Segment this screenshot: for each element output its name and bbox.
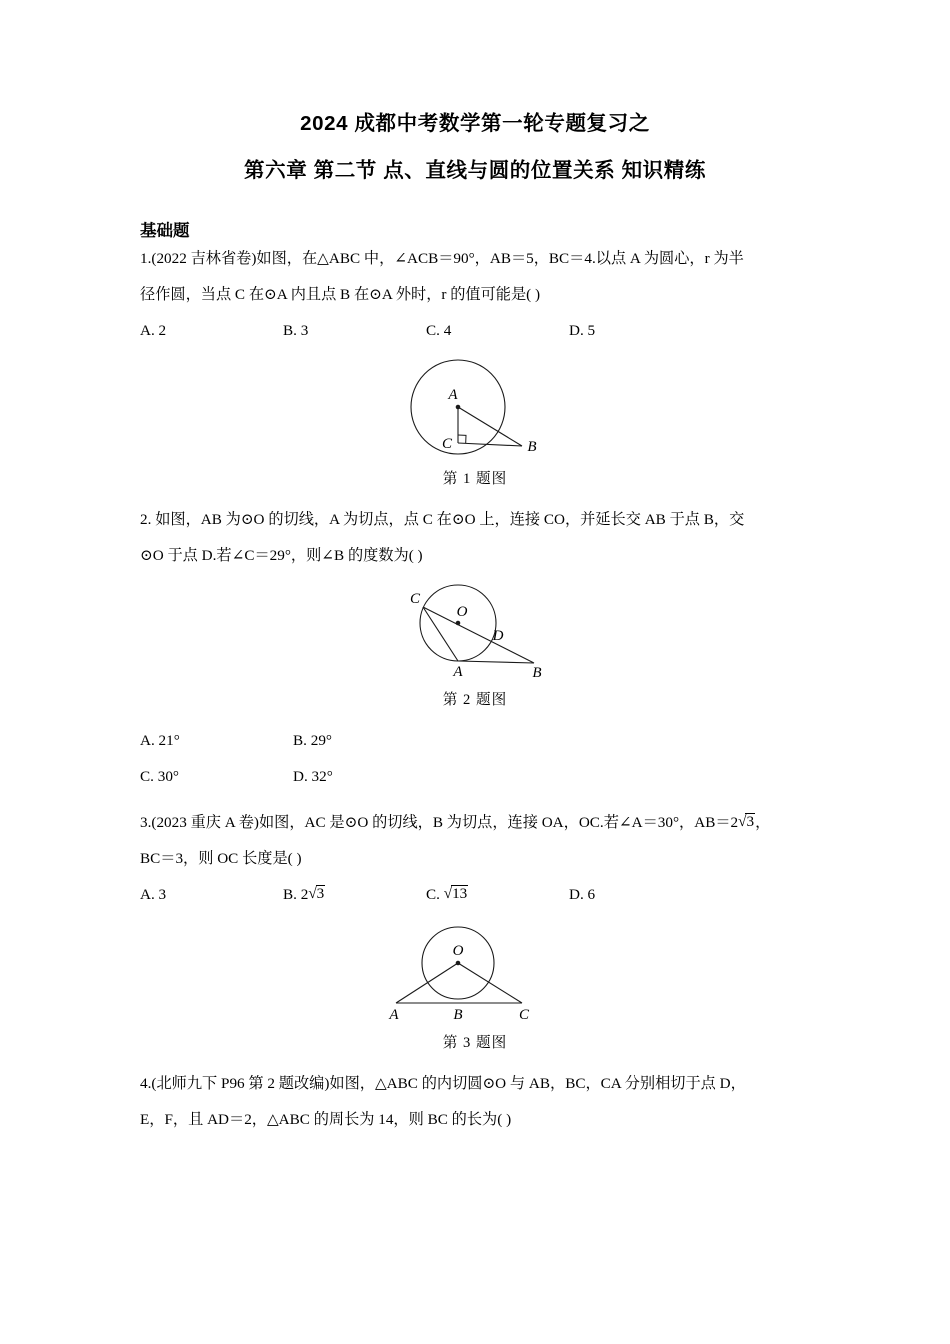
question-2-option-d[interactable]: D. 32° xyxy=(293,768,333,786)
question-4 xyxy=(140,1066,812,1138)
document-title-block xyxy=(0,0,950,183)
figure-3-label-c: C xyxy=(518,1007,530,1024)
segment-ab xyxy=(458,407,522,446)
figure-1-label-b: B xyxy=(527,439,537,456)
question-2-line-2: ⊙O 于点 D.若∠C＝29°，则∠B 的度数为( ) xyxy=(140,547,423,565)
figure-2-label-c: C xyxy=(409,591,421,608)
question-1-option-c[interactable]: C. 4 xyxy=(426,322,452,340)
figure-2 xyxy=(0,578,950,709)
question-1-option-d[interactable]: D. 5 xyxy=(569,322,596,340)
question-2-line-1: 2. 如图，AB 为⊙O 的切线，A 为切点，点 C 在⊙O 上，连接 CO，并延长交 AB 于点 B，交 xyxy=(140,511,745,529)
question-1 xyxy=(140,241,812,349)
question-3-line-2: BC＝3，则 OC 长度是( ) xyxy=(140,850,302,868)
question-3-option-b[interactable] xyxy=(283,877,426,913)
figure-2-label-d: D xyxy=(492,628,504,645)
page-title-line2: 第六章 第二节 点、直线与圆的位置关系 知识精练 xyxy=(244,158,706,182)
figure-1-label-c: C xyxy=(441,436,453,453)
right-angle-mark-c xyxy=(458,435,466,443)
question-3-option-c[interactable] xyxy=(426,877,569,913)
figure-3-label-b: B xyxy=(453,1007,463,1024)
question-1-line-1: 1.(2022 吉林省卷)如图，在△ABC 中，∠ACB＝90°，AB＝5，BC＝4.以点 A 为圆心，r 为半 xyxy=(140,250,744,268)
question-3-options xyxy=(140,877,700,913)
question-3-option-a[interactable]: A. 3 xyxy=(140,886,167,904)
center-dot-a xyxy=(456,405,461,410)
sqrt-radicand-option-c: 13 xyxy=(452,885,468,903)
question-2 xyxy=(140,502,812,574)
sqrt-radicand-option-b: 3 xyxy=(316,885,325,903)
question-1-line-2: 径作圆，当点 C 在⊙A 内且点 B 在⊙A 外时，r 的值可能是( ) xyxy=(140,286,541,304)
section-heading: 基础题 xyxy=(140,222,190,241)
figure-3-caption: 第 3 题图 xyxy=(442,1035,508,1052)
question-2-option-c[interactable]: C. 30° xyxy=(140,768,179,786)
question-3-line-1-head: 3.(2023 重庆 A 卷)如图，AC 是⊙O 的切线，B 为切点，连接 OA，OC.若∠A＝30°，AB＝2 xyxy=(140,814,739,832)
figure-1-caption: 第 1 题图 xyxy=(442,471,508,488)
segment-ca xyxy=(423,607,458,661)
page-title-line1: 2024 成都中考数学第一轮专题复习之 xyxy=(300,112,650,135)
figure-3 xyxy=(0,917,950,1052)
center-dot-o xyxy=(456,961,461,966)
figure-2-drawing xyxy=(370,578,580,686)
question-4-line-2: E，F，且 AD＝2，△ABC 的周长为 14，则 BC 的长为( ) xyxy=(140,1111,512,1129)
question-3 xyxy=(140,805,812,913)
question-2-options-block xyxy=(140,723,812,795)
figure-2-label-a: A xyxy=(453,664,463,681)
sqrt-symbol-option-c: √13 xyxy=(443,885,468,903)
figure-1-drawing xyxy=(370,353,580,465)
question-2-options-row-1 xyxy=(140,723,440,759)
question-1-options xyxy=(140,313,700,349)
question-2-options-row-2 xyxy=(140,759,440,795)
sqrt-radicand-q3: 3 xyxy=(746,813,755,831)
question-2-option-b[interactable]: B. 29° xyxy=(293,732,332,750)
question-4-line-1: 4.(北师九下 P96 第 2 题改编)如图，△ABC 的内切圆⊙O 与 AB，BC，CA 分别相切于点 D， xyxy=(140,1075,746,1093)
figure-3-drawing xyxy=(370,917,580,1029)
figure-3-label-o: O xyxy=(452,943,464,960)
question-3-option-c-prefix: C. xyxy=(426,886,444,904)
question-3-line-1-tail: ， xyxy=(755,814,771,832)
figure-2-label-b: B xyxy=(532,665,542,682)
question-3-option-d[interactable]: D. 6 xyxy=(569,886,596,904)
sqrt-symbol-option-b: √3 xyxy=(308,885,325,903)
segment-oa xyxy=(396,963,458,1003)
figure-3-label-a: A xyxy=(389,1007,399,1024)
segment-cb xyxy=(458,443,522,446)
figure-2-caption: 第 2 题图 xyxy=(442,692,508,709)
figure-1 xyxy=(0,353,950,488)
figure-1-label-a: A xyxy=(448,387,458,404)
question-1-option-a[interactable]: A. 2 xyxy=(140,322,167,340)
segment-oc xyxy=(458,963,522,1003)
question-1-option-b[interactable]: B. 3 xyxy=(283,322,309,340)
question-2-option-a[interactable]: A. 21° xyxy=(140,732,180,750)
figure-2-label-o: O xyxy=(456,604,468,621)
question-3-line-1 xyxy=(140,805,812,841)
segment-ab-tangent xyxy=(458,661,534,663)
center-dot-o xyxy=(456,621,461,626)
question-3-option-b-prefix: B. 2 xyxy=(283,886,309,904)
sqrt-symbol-q3: √3 xyxy=(738,813,755,831)
